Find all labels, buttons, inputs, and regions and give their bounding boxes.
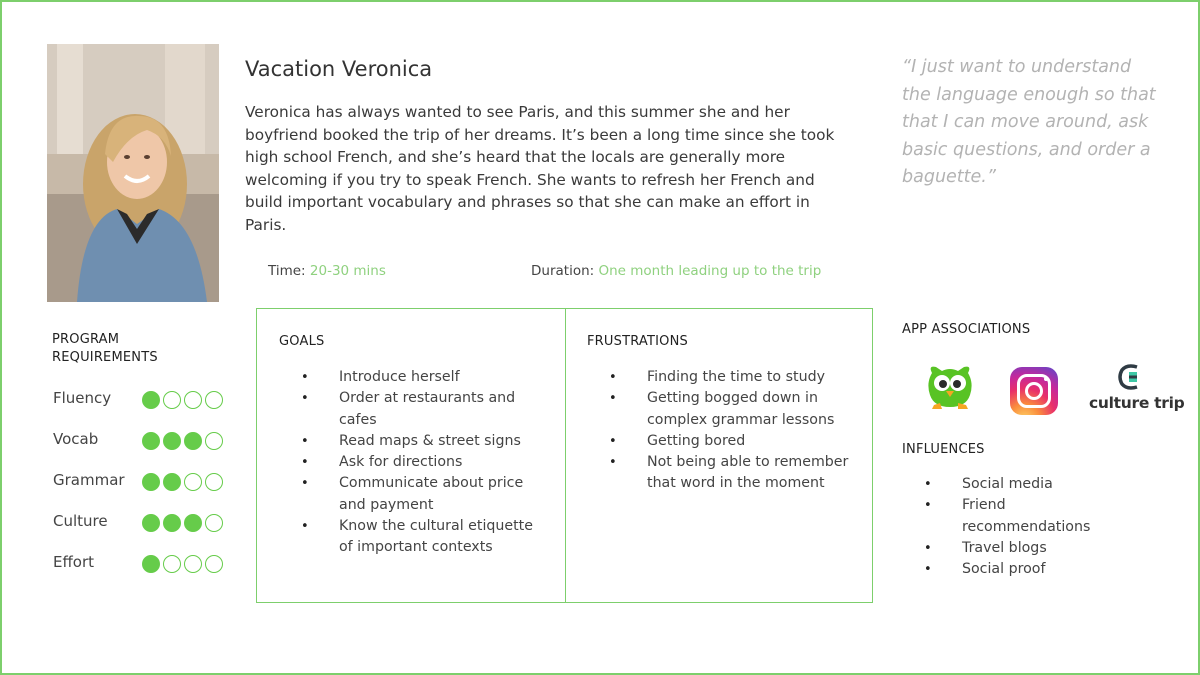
frustrations-list	[647, 367, 857, 495]
rating-dot-filled	[163, 432, 181, 450]
rating-dot-empty	[184, 391, 202, 409]
instagram-lens	[1025, 382, 1043, 400]
rating-dot-filled	[184, 514, 202, 532]
list-item: • Social media	[962, 474, 1132, 495]
duolingo-owl-icon	[924, 363, 976, 409]
persona-bio: Veronica has always wanted to see Paris, and this summer she and her boyfriend booked the trip of her dreams. It’s been a long time since she took high school French, and she’s heard that the locals are generally more welcoming if you try to speak French. She wants to refresh her French and build important vocabulary and phrases so that she can make an effort in Paris.	[245, 103, 835, 234]
requirement-row	[53, 553, 233, 575]
requirement-rating	[142, 391, 223, 409]
rating-dot-empty	[205, 391, 223, 409]
requirement-label: Vocab	[53, 430, 99, 448]
duration-value: One month leading up to the trip	[598, 263, 822, 279]
persona-photo	[47, 44, 219, 302]
culture-trip-wordmark: culture trip	[1089, 394, 1185, 412]
requirement-label: Fluency	[53, 389, 112, 407]
requirement-row	[53, 471, 233, 493]
rating-dot-filled	[142, 473, 160, 491]
goals-frustrations-box	[256, 308, 873, 603]
list-item: • Order at restaurants and cafes	[339, 388, 549, 431]
influences-list	[962, 474, 1132, 580]
influences-title: INFLUENCES	[902, 442, 985, 457]
persona-name: Vacation Veronica	[245, 57, 433, 81]
column-divider	[565, 309, 566, 602]
list-item: • Communicate about price and payment	[339, 473, 549, 516]
rating-dot-empty	[205, 555, 223, 573]
requirement-rating	[142, 473, 223, 491]
list-item: • Introduce herself	[339, 367, 549, 388]
list-item: • Getting bogged down in complex grammar lessons	[647, 388, 857, 431]
list-item: • Finding the time to study	[647, 367, 857, 388]
frustrations-title: FRUSTRATIONS	[587, 334, 688, 349]
requirement-label: Grammar	[53, 471, 125, 489]
rating-dot-filled	[163, 473, 181, 491]
time-value: 20-30 mins	[309, 263, 386, 279]
persona-quote: “I just want to understand the language enough so that that I can move around, ask basic questions, and order a baguette.”	[902, 57, 1156, 187]
culture-trip-logo	[1087, 364, 1185, 414]
list-item: • Travel blogs	[962, 538, 1132, 559]
rating-dot-empty	[205, 432, 223, 450]
requirement-row	[53, 430, 233, 452]
rating-dot-empty	[184, 555, 202, 573]
list-item: • Read maps & street signs	[339, 431, 549, 452]
time-label: Time:	[268, 263, 310, 279]
goals-list	[339, 367, 549, 559]
rating-dot-empty	[163, 555, 181, 573]
app-associations-title: APP ASSOCIATIONS	[902, 322, 1031, 337]
requirement-row	[53, 389, 233, 411]
rating-dot-filled	[142, 514, 160, 532]
rating-dot-filled	[163, 514, 181, 532]
list-item: • Social proof	[962, 559, 1132, 580]
culture-trip-mark-icon	[1117, 364, 1139, 390]
list-item: • Know the cultural etiquette of important contexts	[339, 516, 549, 559]
requirement-rating	[142, 514, 223, 532]
requirement-row	[53, 512, 233, 534]
rating-dot-filled	[142, 555, 160, 573]
duration-info	[531, 263, 821, 279]
list-item: • Not being able to remember that word in the moment	[647, 452, 857, 495]
list-item: • Friend recommendations	[962, 495, 1132, 538]
time-info	[268, 263, 386, 279]
rating-dot-empty	[205, 514, 223, 532]
instagram-flash	[1044, 377, 1048, 381]
instagram-icon	[1010, 367, 1058, 415]
requirement-rating	[142, 432, 223, 450]
list-item: • Getting bored	[647, 431, 857, 452]
list-item: • Ask for directions	[339, 452, 549, 473]
duration-label: Duration:	[531, 263, 599, 279]
rating-dot-filled	[142, 391, 160, 409]
rating-dot-empty	[163, 391, 181, 409]
rating-dot-filled	[142, 432, 160, 450]
program-requirements-title: PROGRAM REQUIREMENTS	[52, 332, 158, 365]
rating-dot-empty	[205, 473, 223, 491]
requirement-label: Effort	[53, 553, 95, 571]
rating-dot-filled	[184, 432, 202, 450]
requirement-rating	[142, 555, 223, 573]
goals-title: GOALS	[279, 334, 325, 349]
rating-dot-empty	[184, 473, 202, 491]
requirement-label: Culture	[53, 512, 108, 530]
